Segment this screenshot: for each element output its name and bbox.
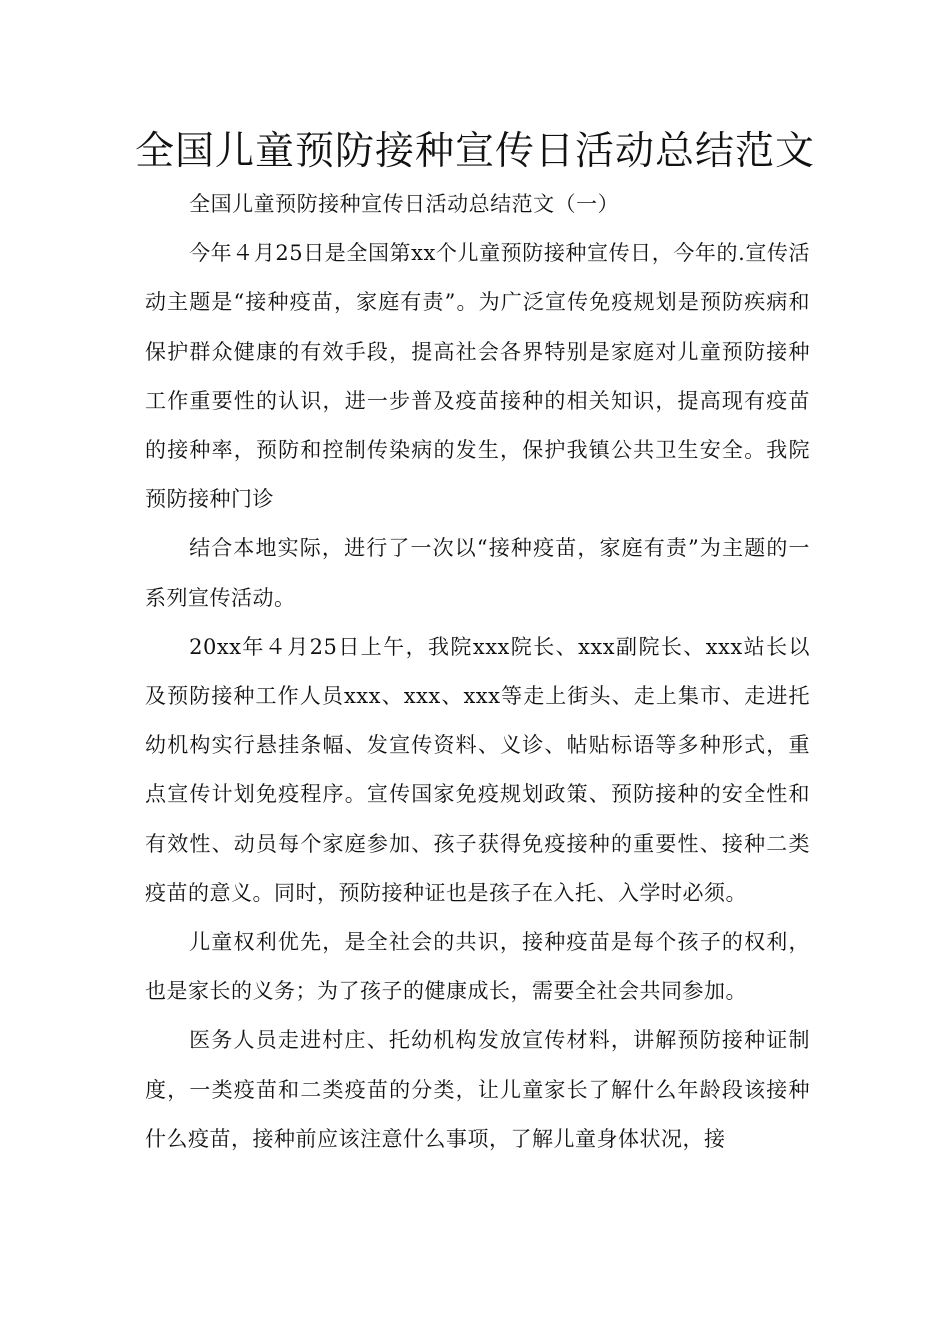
paragraph-1: 今年４月25日是全国第xx个儿童预防接种宣传日，今年的.宣传活动主题是“接种疫苗，家庭有责”。为广泛宣传免疫规划是预防疾病和保护群众健康的有效手段，提高社会各界特别是家庭对儿童预防接种工作重要性的认识，进一步普及疫苗接种的相关知识，提高现有疫苗的接种率，预防和控制传染病的发生，保护我镇公共卫生安全。我院预防接种门诊 <box>145 241 810 512</box>
document-body <box>145 180 810 1164</box>
paragraph-3: 20xx年４月25日上午，我院xxx院长、xxx副院长、xxx站长以及预防接种工作人员xxx、xxx、xxx等走上街头、走上集市、走进托幼机构实行悬挂条幅、发宣传资料、义诊、帖贴标语等多种形式，重点宣传计划免疫程序。宣传国家免疫规划政策、预防接种的安全性和有效性、动员每个家庭参加、孩子获得免疫接种的重要性、接种二类疫苗的意义。同时，预防接种证也是孩子在入托、入学时必须。 <box>145 634 810 905</box>
paragraph-5: 医务人员走进村庄、托幼机构发放宣传材料，讲解预防接种证制度，一类疫苗和二类疫苗的分类，让儿童家长了解什么年龄段该接种什么疫苗，接种前应该注意什么事项，了解儿童身体状况，接 <box>145 1028 810 1151</box>
document-subtitle: 全国儿童预防接种宣传日活动总结范文（一） <box>189 192 620 216</box>
paragraph-4: 儿童权利优先，是全社会的共识，接种疫苗是每个孩子的权利，也是家长的义务；为了孩子的健康成长，需要全社会共同参加。 <box>145 930 810 1004</box>
document-title: 全国儿童预防接种宣传日活动总结范文 <box>134 129 815 174</box>
paragraph-2: 结合本地实际，进行了一次以“接种疫苗，家庭有责”为主题的一系列宣传活动。 <box>145 536 810 610</box>
